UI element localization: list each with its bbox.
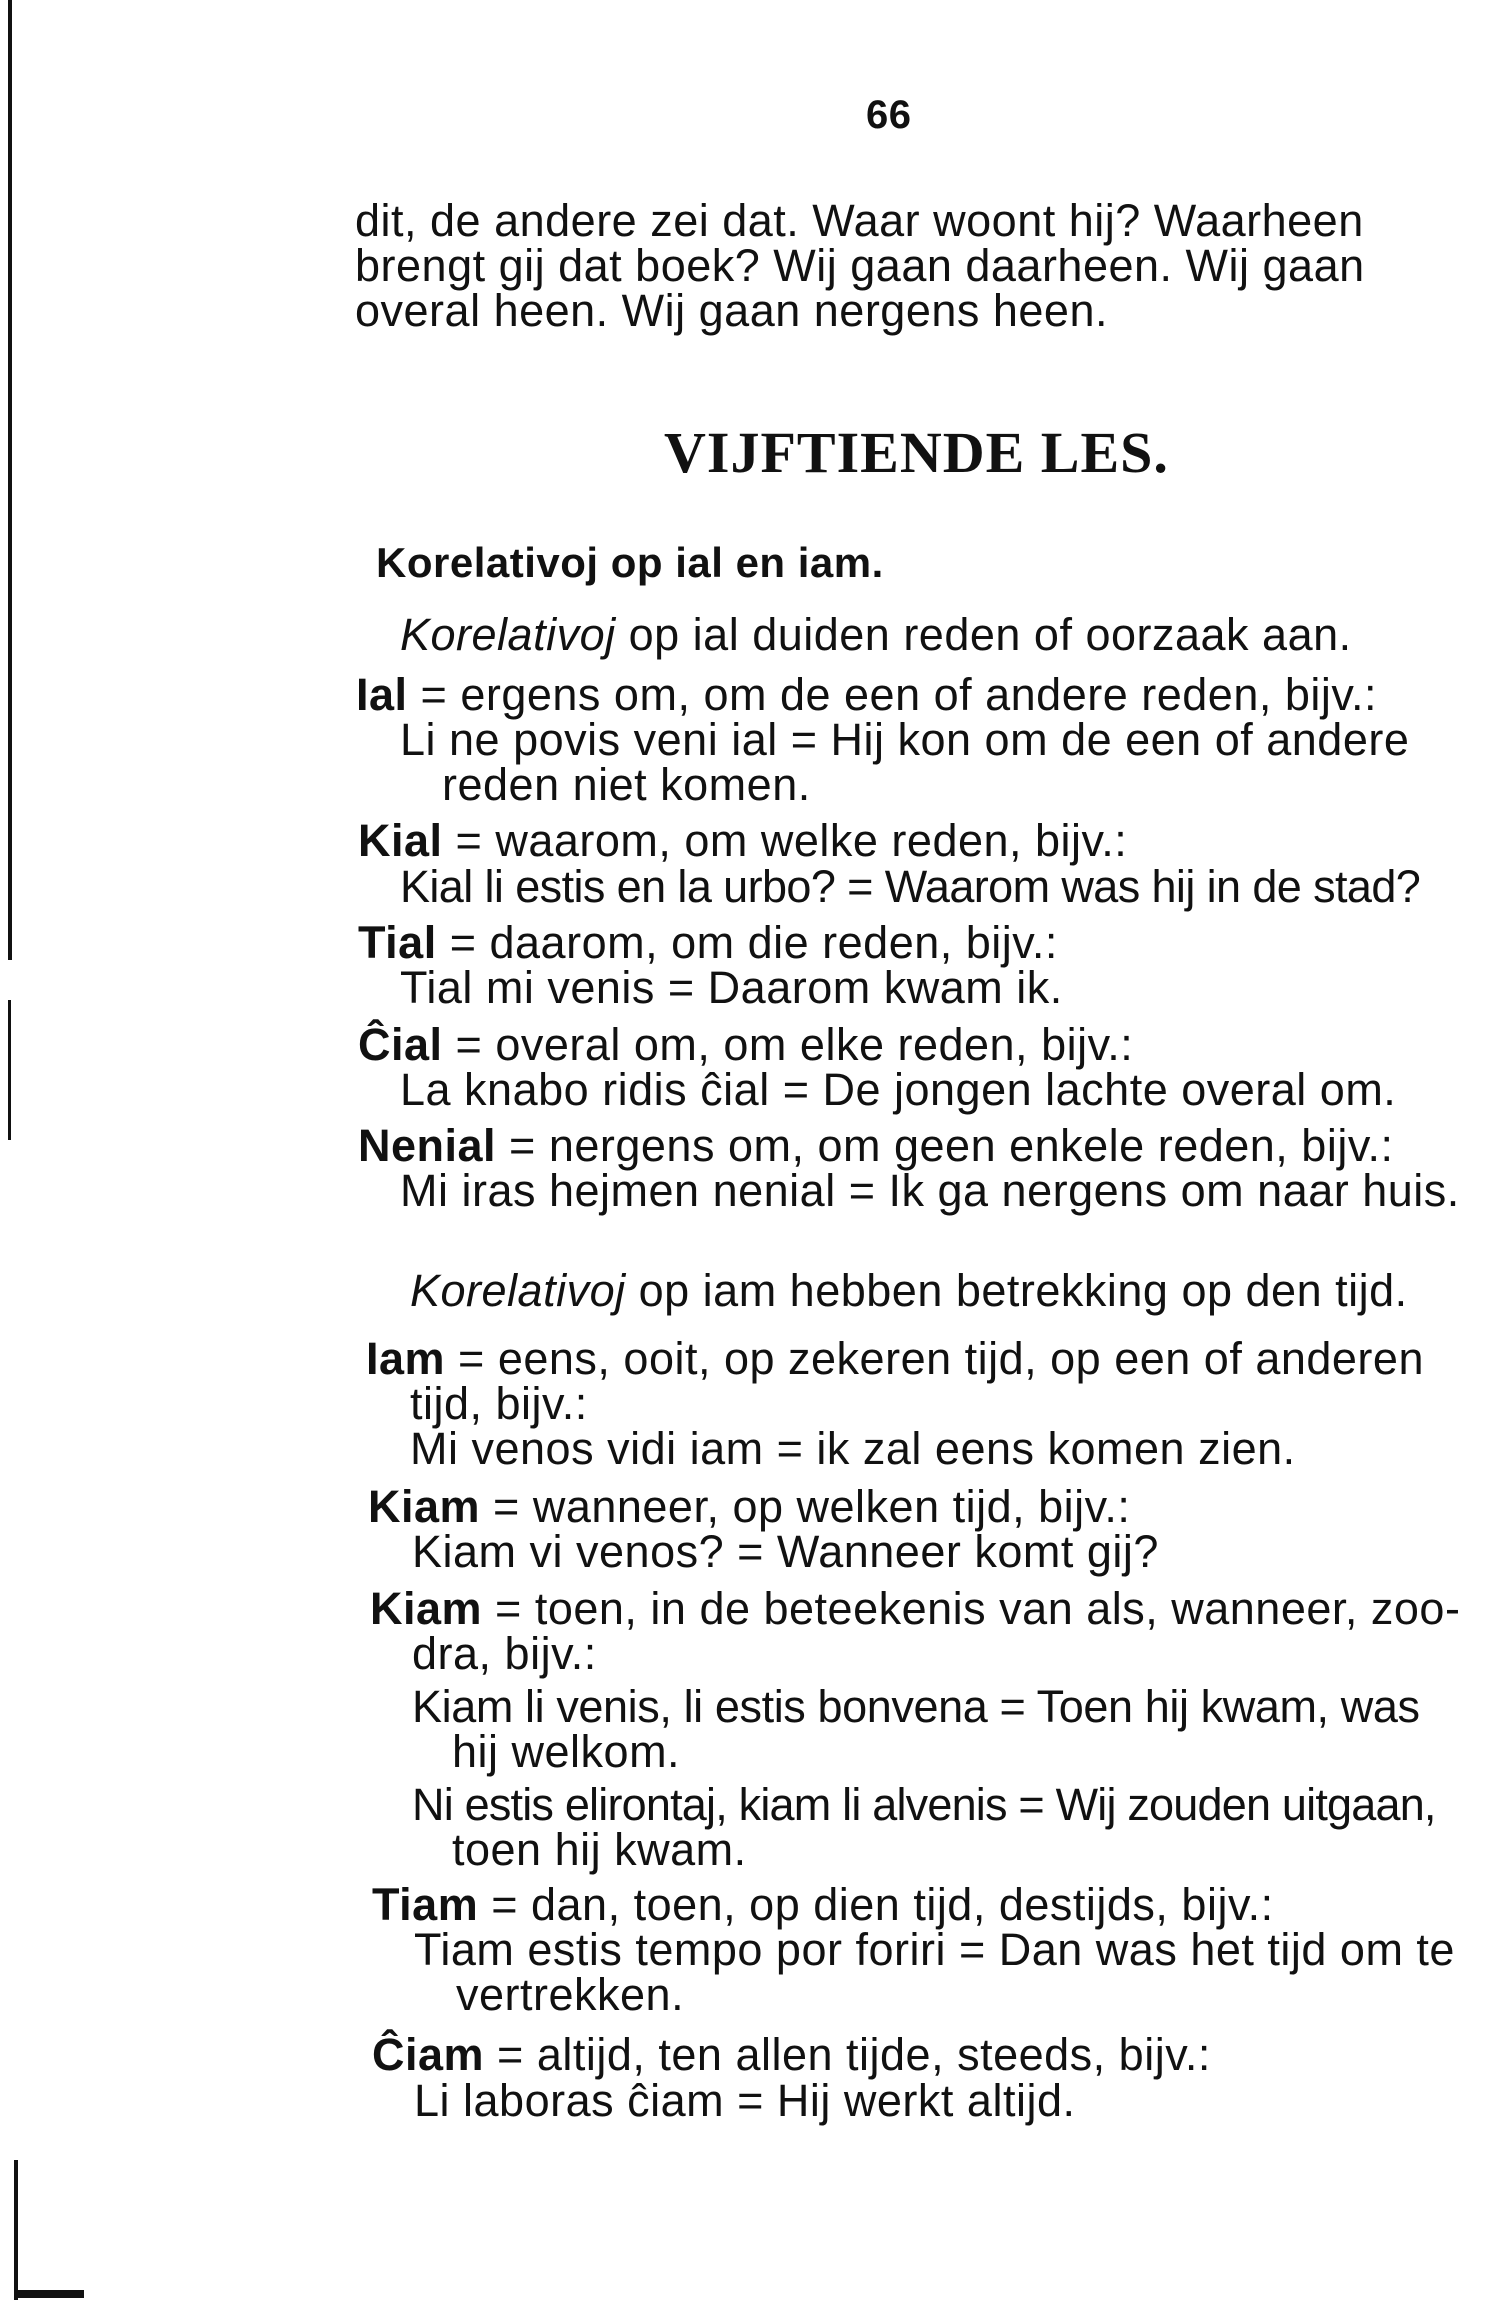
entry-example: Mi iras hejmen nenial = Ik ga nergens om naar huis. xyxy=(400,1165,1460,1216)
entry-def: = nergens om, om geen enkele reden, bijv.: xyxy=(496,1120,1394,1171)
ial-intro xyxy=(400,609,1352,660)
entry-term: Iam xyxy=(366,1333,446,1384)
intro-emphasis: Korelativoj xyxy=(410,1265,626,1316)
entry-def: = wanneer, op welken tijd, bijv.: xyxy=(480,1481,1131,1532)
page-number: 66 xyxy=(866,93,912,137)
entry-definition xyxy=(370,1583,1461,1634)
entry-example: Kial li estis en la urbo? = Waarom was hij in de stad? xyxy=(400,861,1421,912)
intro-line: brengt gij dat boek? Wij gaan daarheen. Wij gaan xyxy=(355,240,1365,291)
entry-example: Mi venos vidi iam = ik zal eens komen zien. xyxy=(410,1423,1296,1474)
entry-definition xyxy=(366,1333,1424,1384)
entry-def: = waarom, om welke reden, bijv.: xyxy=(442,815,1128,866)
intro-line: overal heen. Wij gaan nergens heen. xyxy=(355,285,1108,336)
entry-def: = dan, toen, op dien tijd, destijds, bijv.: xyxy=(478,1879,1274,1930)
entry-term: Tial xyxy=(358,917,437,968)
entry-definition xyxy=(358,1019,1134,1070)
entry-term: Ial xyxy=(356,669,408,720)
entry-example: hij welkom. xyxy=(452,1726,681,1777)
entry-def: = overal om, om elke reden, bijv.: xyxy=(442,1019,1134,1070)
entry-example: Ni estis elirontaj, kiam li alvenis = Wij zouden uitgaan, xyxy=(412,1779,1436,1830)
intro-text: op ial duiden reden of oorzaak aan. xyxy=(615,609,1352,660)
entry-term: Ĉiam xyxy=(372,2029,485,2080)
lesson-title: VIJFTIENDE LES. xyxy=(664,420,1169,485)
scan-edge-line xyxy=(8,1000,11,1140)
entry-term: Tiam xyxy=(372,1879,479,1930)
entry-example: La knabo ridis ĉial = De jongen lachte overal om. xyxy=(400,1064,1397,1115)
intro-line: dit, de andere zei dat. Waar woont hij? Waarheen xyxy=(355,195,1364,246)
entry-definition-cont: tijd, bijv.: xyxy=(410,1378,588,1429)
entry-definition-cont: dra, bijv.: xyxy=(412,1628,597,1679)
entry-example: vertrekken. xyxy=(456,1969,685,2020)
entry-term: Kial xyxy=(358,815,443,866)
intro-text: op iam hebben betrekking op den tijd. xyxy=(625,1265,1408,1316)
entry-example: Li laboras ĉiam = Hij werkt altijd. xyxy=(414,2075,1076,2126)
entry-example: Kiam vi venos? = Wanneer komt gij? xyxy=(412,1526,1159,1577)
entry-def: = toen, in de beteekenis van als, wanneer, zoo- xyxy=(482,1583,1461,1634)
entry-definition xyxy=(372,2029,1211,2080)
entry-example: Tial mi venis = Daarom kwam ik. xyxy=(400,962,1063,1013)
entry-definition xyxy=(368,1481,1131,1532)
entry-example: Kiam li venis, li estis bonvena = Toen hij kwam, was xyxy=(412,1681,1420,1732)
entry-definition xyxy=(372,1879,1274,1930)
entry-example: reden niet komen. xyxy=(442,759,811,810)
entry-def: = altijd, ten allen tijde, steeds, bijv.: xyxy=(484,2029,1211,2080)
entry-def: = ergens om, om de een of andere reden, bijv.: xyxy=(407,669,1378,720)
section-title: Korelativoj op ial en iam. xyxy=(376,539,884,586)
entry-term: Kiam xyxy=(368,1481,481,1532)
scan-edge-line xyxy=(8,0,12,960)
entry-example: Tiam estis tempo por foriri = Dan was het tijd om te xyxy=(414,1924,1455,1975)
entry-definition xyxy=(358,815,1128,866)
entry-example: toen hij kwam. xyxy=(452,1824,747,1875)
entry-term: Nenial xyxy=(358,1120,497,1171)
entry-def: = eens, ooit, op zekeren tijd, op een of anderen xyxy=(445,1333,1424,1384)
entry-term: Ĉial xyxy=(358,1019,443,1070)
iam-intro xyxy=(410,1265,1408,1316)
entry-definition xyxy=(356,669,1378,720)
entry-definition xyxy=(358,917,1058,968)
intro-emphasis: Korelativoj xyxy=(400,609,616,660)
scan-edge-corner xyxy=(14,2160,18,2300)
scan-edge-corner xyxy=(14,2290,84,2298)
entry-def: = daarom, om die reden, bijv.: xyxy=(436,917,1058,968)
entry-definition xyxy=(358,1120,1394,1171)
entry-example: Li ne povis veni ial = Hij kon om de een of andere xyxy=(400,714,1410,765)
entry-term: Kiam xyxy=(370,1583,483,1634)
